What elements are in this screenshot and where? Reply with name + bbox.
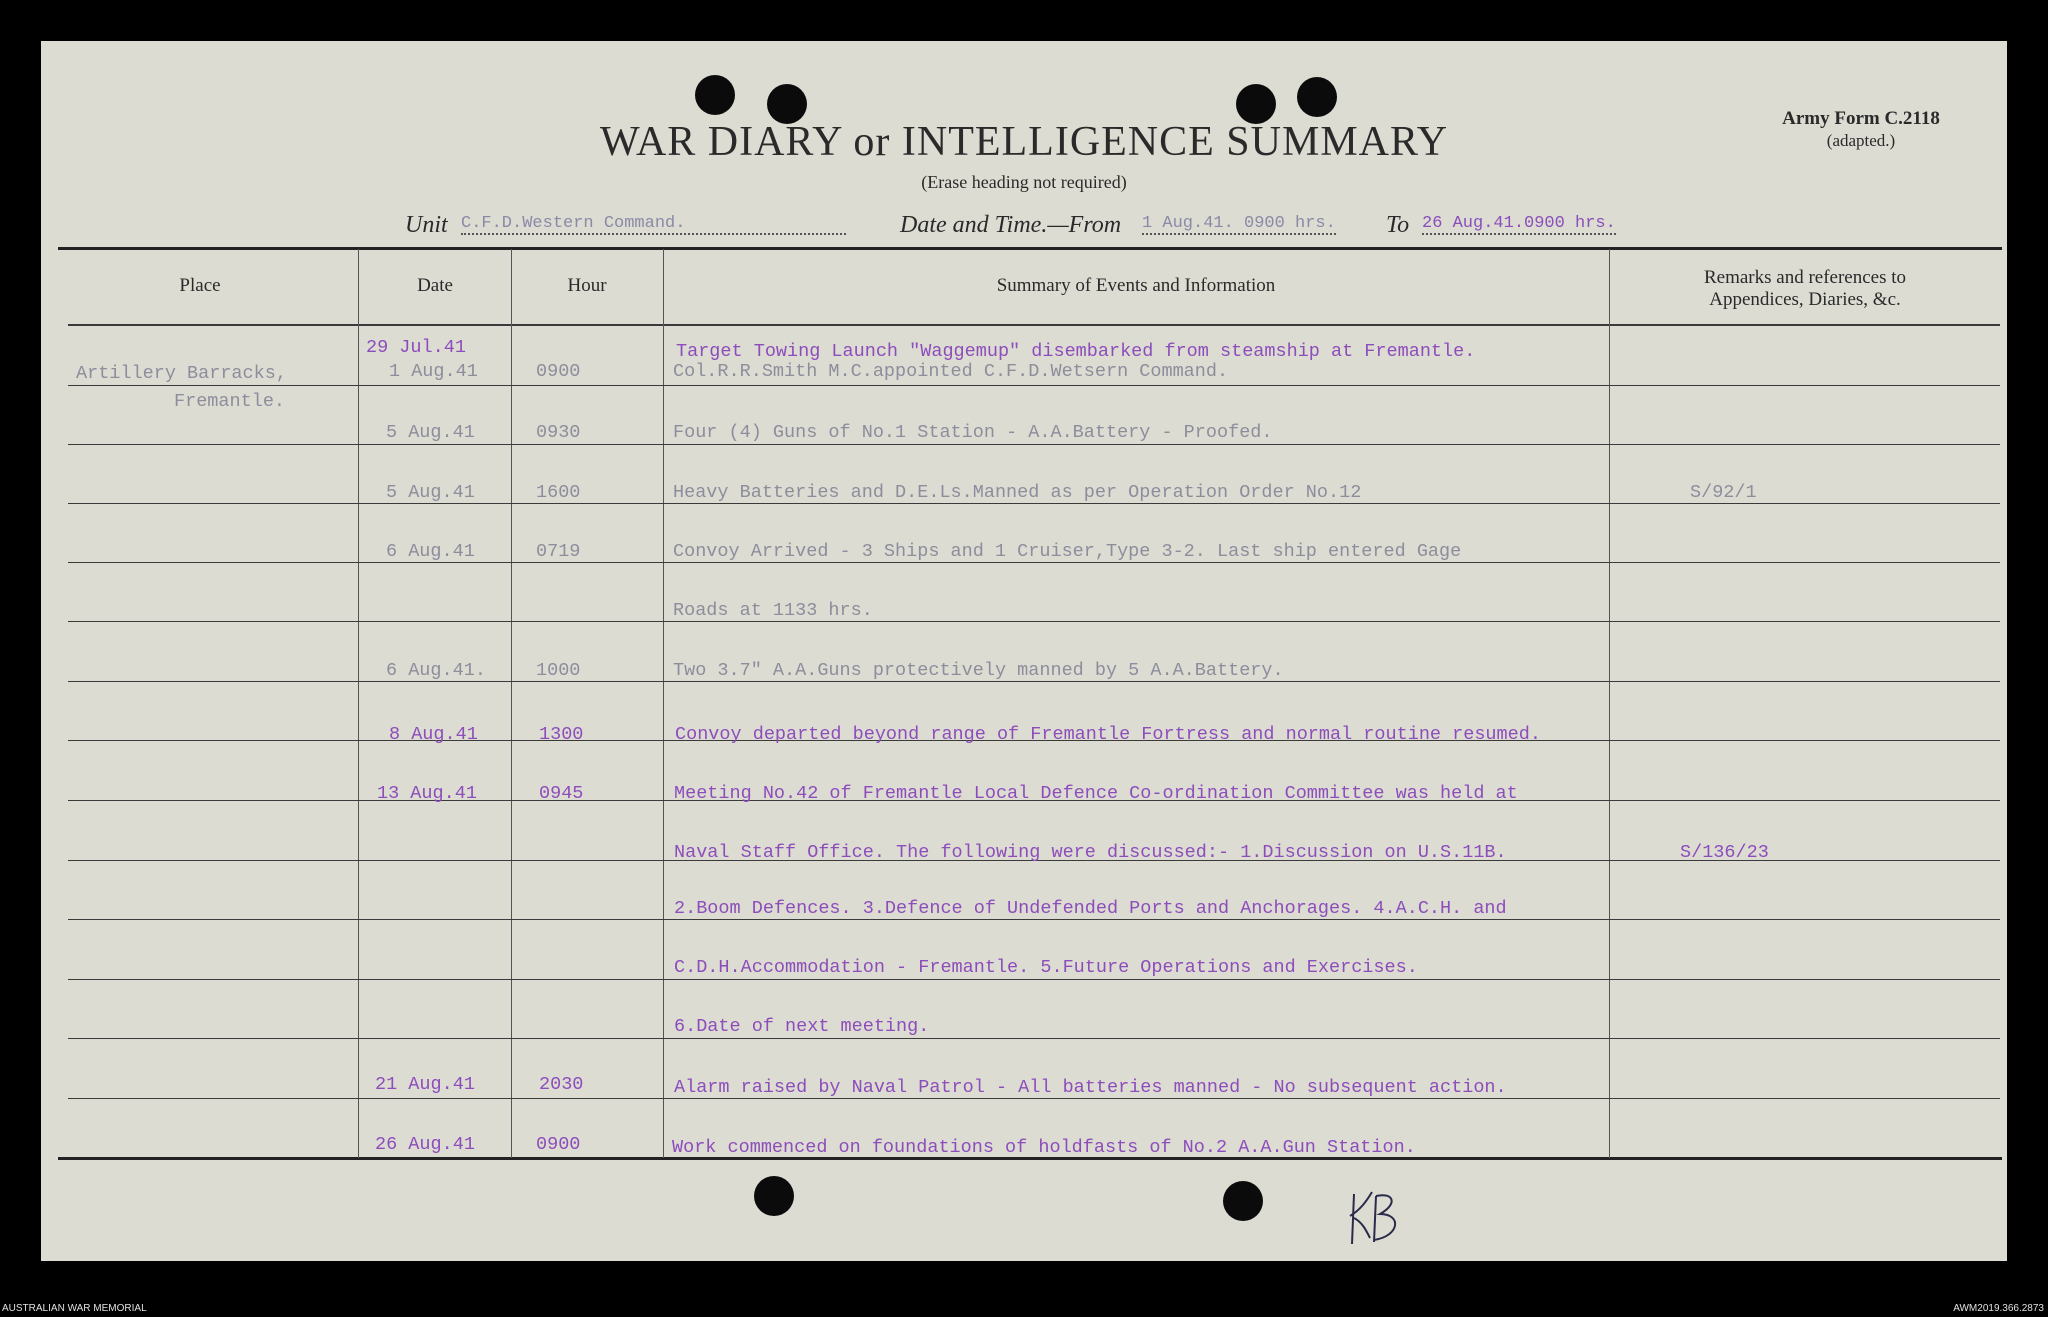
row-rule [68,979,2000,980]
entry-date: 29 Jul.41 [366,337,466,358]
entry-hour: 0900 [536,361,581,382]
entry-date: 21 Aug.41 [375,1074,475,1095]
unit-label: Unit [405,212,448,238]
remarks-header-line: Appendices, Diaries, &c. [1709,289,1901,310]
date-from: 1 Aug.41. 0900 hrs. [1142,214,1336,233]
row-rule [68,444,2000,445]
row-rule [68,621,2000,622]
entry-summary: Work commenced on foundations of holdfasts of No.2 A.A.Gun Station. [672,1137,1416,1158]
entry-summary: Heavy Batteries and D.E.Ls.Manned as per Operation Order No.12 [673,482,1362,503]
form-note: (adapted.) [1826,131,1896,150]
row-rule [68,1038,2000,1039]
entry-remarks: S/92/1 [1690,482,1757,503]
punch-hole [1297,77,1337,117]
entry-date: 6 Aug.41 [386,541,475,562]
entry-hour: 1000 [536,660,581,681]
footer-credit: AUSTRALIAN WAR MEMORIAL [2,1303,147,1314]
entry-date: 26 Aug.41 [375,1134,475,1155]
entry-remarks: S/136/23 [1680,842,1769,863]
form-number [1746,108,1976,152]
unit-value: C.F.D.Western Command. [461,214,846,235]
column-header-date: Date [417,275,453,296]
page-subtitle: (Erase heading not required) [921,172,1127,192]
entry-date: 6 Aug.41. [386,660,486,681]
entry-summary: Col.R.R.Smith M.C.appointed C.F.D.Wetsern Command. [673,361,1229,382]
entry-summary: C.D.H.Accommodation - Fremantle. 5.Future Operations and Exercises. [674,957,1418,978]
row-rule [68,503,2000,504]
row-rule [68,385,2000,386]
entry-hour: 0719 [536,541,581,562]
entry-summary: 2.Boom Defences. 3.Defence of Undefended Ports and Anchorages. 4.A.C.H. and [674,898,1507,919]
entry-summary: 6.Date of next meeting. [674,1016,930,1037]
column-header-place: Place [179,275,221,296]
entry-hour: 1300 [539,724,584,745]
page-title: WAR DIARY or INTELLIGENCE SUMMARY [599,119,1449,165]
entry-date: 5 Aug.41 [386,482,475,503]
entry-summary: Convoy Arrived - 3 Ships and 1 Cruiser,Type 3-2. Last ship entered Gage [673,541,1462,562]
row-rule [68,681,2000,682]
entry-hour: 0930 [536,422,581,443]
column-header-hour: Hour [567,275,607,296]
entry-summary: Convoy departed beyond range of Fremantle Fortress and normal routine resumed. [675,724,1541,745]
table-top-border [58,247,2002,250]
row-rule [68,562,2000,563]
remarks-header-line: Remarks and references to [1703,267,1907,288]
punch-hole [1223,1181,1263,1221]
entry-summary: Target Towing Launch "Waggemup" disembarked from steamship at Fremantle. [676,341,1476,362]
entry-summary: Naval Staff Office. The following were discussed:- 1.Discussion on U.S.11B. [674,842,1507,863]
entry-hour: 0945 [539,783,584,804]
entry-summary: Meeting No.42 of Fremantle Local Defence Co-ordination Committee was held at [674,783,1518,804]
column-header-remarks [1610,267,2000,311]
date-to: 26 Aug.41.0900 hrs. [1422,214,1616,233]
entry-hour: 0900 [536,1134,581,1155]
date-label: Date and Time.—From [900,212,1122,238]
entry-summary: Four (4) Guns of No.1 Station - A.A.Battery - Proofed. [673,422,1273,443]
entry-date: 8 Aug.41 [389,724,478,745]
to-label: To [1386,212,1410,238]
punch-hole [695,75,735,115]
punch-hole [754,1176,794,1216]
entry-hour: 2030 [539,1074,584,1095]
entry-date: 1 Aug.41 [389,361,478,382]
footer-accession: AWM2019.366.2873 [1953,1303,2044,1314]
entry-hour: 1600 [536,482,581,503]
entry-place: Fremantle. [174,391,286,412]
entry-place: Artillery Barracks, [76,363,287,384]
entry-date: 5 Aug.41 [386,422,475,443]
handwritten-initials [1346,1186,1406,1248]
row-rule [68,919,2000,920]
form-name: Army Form C.2118 [1782,108,1940,129]
entry-date: 13 Aug.41 [377,783,477,804]
entry-summary: Alarm raised by Naval Patrol - All batteries manned - No subsequent action. [674,1077,1507,1098]
column-header-summary: Summary of Events and Information [996,275,1276,296]
row-rule [68,1098,2000,1099]
entry-summary: Roads at 1133 hrs. [673,600,873,621]
entry-summary: Two 3.7" A.A.Guns protectively manned by 5 A.A.Battery. [673,660,1284,681]
